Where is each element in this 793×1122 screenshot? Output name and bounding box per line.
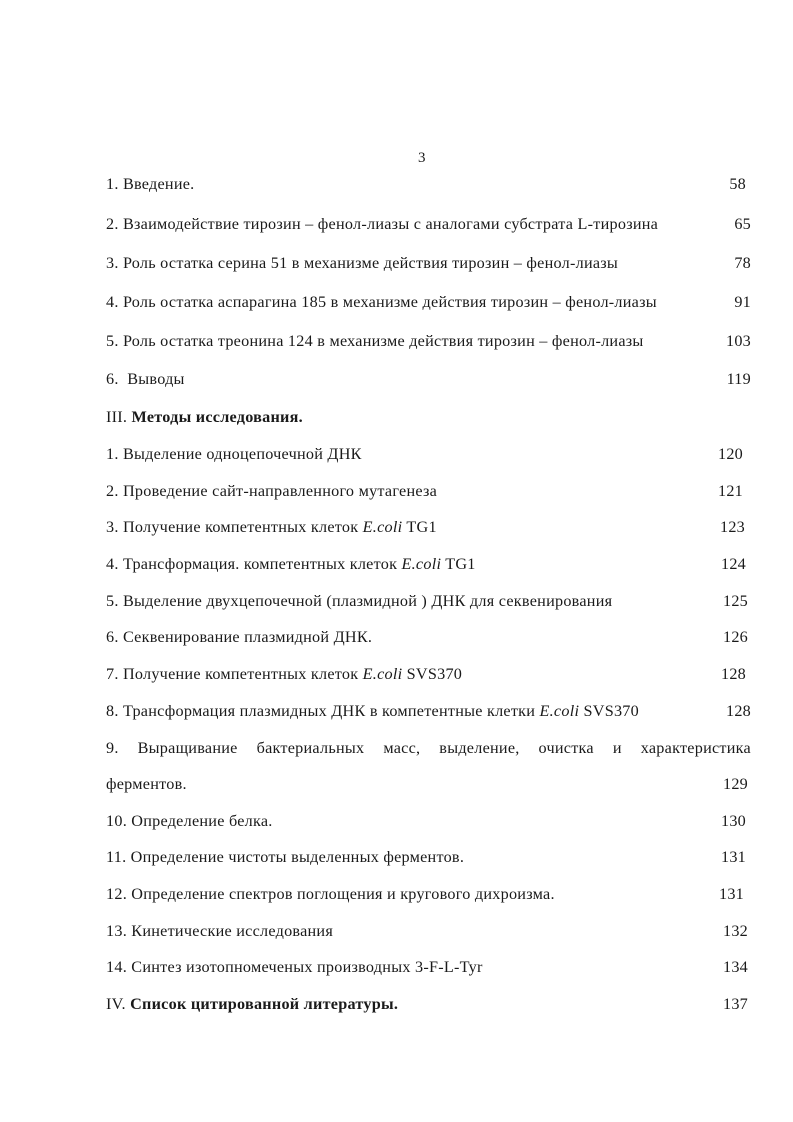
toc-entry <box>106 775 751 801</box>
toc-entry-title <box>106 555 476 574</box>
toc-entry <box>106 332 751 358</box>
word: 9. <box>106 739 119 757</box>
toc-entry-page: 128 <box>720 665 746 683</box>
section-numeral: III. <box>106 408 132 426</box>
toc-entry <box>106 445 751 471</box>
word: характеристика <box>640 739 751 757</box>
toc-entry-page: 65 <box>734 215 751 233</box>
word: очистка <box>538 739 594 757</box>
toc-entry-title: 5. Роль остатка треонина 124 в механизме действия тирозин – фенол-лиазы <box>106 332 644 350</box>
toc-entry <box>106 482 751 508</box>
strain-name: TG1 <box>441 555 476 573</box>
strain-name: SVS370 <box>402 665 463 683</box>
toc-section-heading <box>106 408 751 434</box>
toc-entry-title: 1. Введение. <box>106 175 195 193</box>
toc-entry-page: 126 <box>722 628 748 646</box>
toc-entry <box>106 293 751 319</box>
toc-entry <box>106 812 751 838</box>
toc-entry <box>106 592 751 618</box>
toc-entry <box>106 370 751 396</box>
title-text: 4. Трансформация. компетентных клеток <box>106 555 402 573</box>
toc-entry <box>106 665 751 691</box>
toc-entry-page: 121 <box>717 482 743 500</box>
toc-entry-page: 128 <box>725 702 751 720</box>
organism-name: E.coli <box>539 702 580 720</box>
toc-entry-page: 91 <box>734 293 751 311</box>
toc-entry-title: 2. Взаимодействие тирозин – фенол-лиазы с аналогами субстрата L-тирозина <box>106 215 659 233</box>
toc-entry-title <box>106 702 639 721</box>
word: Выращивание <box>137 739 238 757</box>
toc-entry-page: 119 <box>726 370 751 388</box>
toc-entry-page: 78 <box>734 254 751 272</box>
toc-entry-title: 2. Проведение сайт-направленного мутагенеза <box>106 482 438 500</box>
toc-entry-title <box>106 518 437 537</box>
title-text: 7. Получение компетентных клеток <box>106 665 363 683</box>
toc-entry-title: ферментов. <box>106 775 187 793</box>
organism-name: E.coli <box>401 555 442 573</box>
toc-entry-page: 103 <box>725 332 751 350</box>
toc-entry-title: 11. Определение чистоты выделенных ферментов. <box>106 848 465 866</box>
section-title: Список цитированной литературы. <box>130 995 399 1013</box>
toc-entry-title: 4. Роль остатка аспарагина 185 в механизме действия тирозин – фенол-лиазы <box>106 293 657 311</box>
section-numeral: IV. <box>106 995 131 1013</box>
toc-entry <box>106 254 751 280</box>
toc-entry-page: 131 <box>718 885 744 903</box>
toc-entry-title: 5. Выделение двухцепочечной (плазмидной ) ДНК для секвенирования <box>106 592 613 610</box>
toc-entry <box>106 885 751 911</box>
toc-entry <box>106 555 751 581</box>
toc-entry-page: 125 <box>722 592 748 610</box>
toc-entry <box>106 922 751 948</box>
organism-name: E.coli <box>362 665 403 683</box>
toc-entry-title: 1. Выделение одноцепочечной ДНК <box>106 445 362 463</box>
toc-entry-page: 120 <box>717 445 743 463</box>
word: и <box>612 739 622 757</box>
toc-entry-title <box>106 665 462 684</box>
toc-entry-title: 10. Определение белка. <box>106 812 273 830</box>
toc-entry-page: 124 <box>720 555 746 573</box>
toc-entry-wrapped <box>106 739 751 765</box>
toc-entry <box>106 175 751 201</box>
word: выделение, <box>439 739 520 757</box>
organism-name: E.coli <box>362 518 403 536</box>
toc-entry-page: 132 <box>722 922 748 940</box>
page-number: 3 <box>418 150 426 166</box>
toc-entry-page: 123 <box>719 518 745 536</box>
toc-entry-page: 134 <box>722 958 748 976</box>
toc-entry-page: 130 <box>720 812 746 830</box>
toc-entry-title: 12. Определение спектров поглощения и кругового дихроизма. <box>106 885 555 903</box>
strain-name: SVS370 <box>579 702 639 720</box>
toc-entry-title: 6. Секвенирование плазмидной ДНК. <box>106 628 373 646</box>
toc-entry <box>106 848 751 874</box>
word: бактериальных <box>256 739 365 757</box>
toc-entry <box>106 958 751 984</box>
toc-section-heading <box>106 995 751 1021</box>
strain-name: TG1 <box>402 518 437 536</box>
toc-entry-page: 58 <box>729 175 746 193</box>
toc-section-title <box>106 408 303 427</box>
toc-entry-title: 14. Синтез изотопномеченых производных 3-F-L-Tyr <box>106 958 483 976</box>
title-text: 8. Трансформация плазмидных ДНК в компетентные клетки <box>106 702 540 720</box>
section-title: Методы исследования. <box>131 408 303 426</box>
title-text: 3. Получение компетентных клеток <box>106 518 363 536</box>
toc-entry <box>106 702 751 728</box>
toc-entry-page: 131 <box>720 848 746 866</box>
toc-entry-title: 6. Выводы <box>106 370 185 388</box>
toc-entry <box>106 628 751 654</box>
toc-entry <box>106 215 751 241</box>
toc-entry-title: 3. Роль остатка серина 51 в механизме действия тирозин – фенол-лиазы <box>106 254 619 272</box>
toc-entry-page: 137 <box>722 995 748 1013</box>
word: масс, <box>383 739 421 757</box>
toc-entry <box>106 518 751 544</box>
toc-section-title <box>106 995 398 1014</box>
toc-entry-title: 13. Кинетические исследования <box>106 922 334 940</box>
toc-entry-page: 129 <box>722 775 748 793</box>
